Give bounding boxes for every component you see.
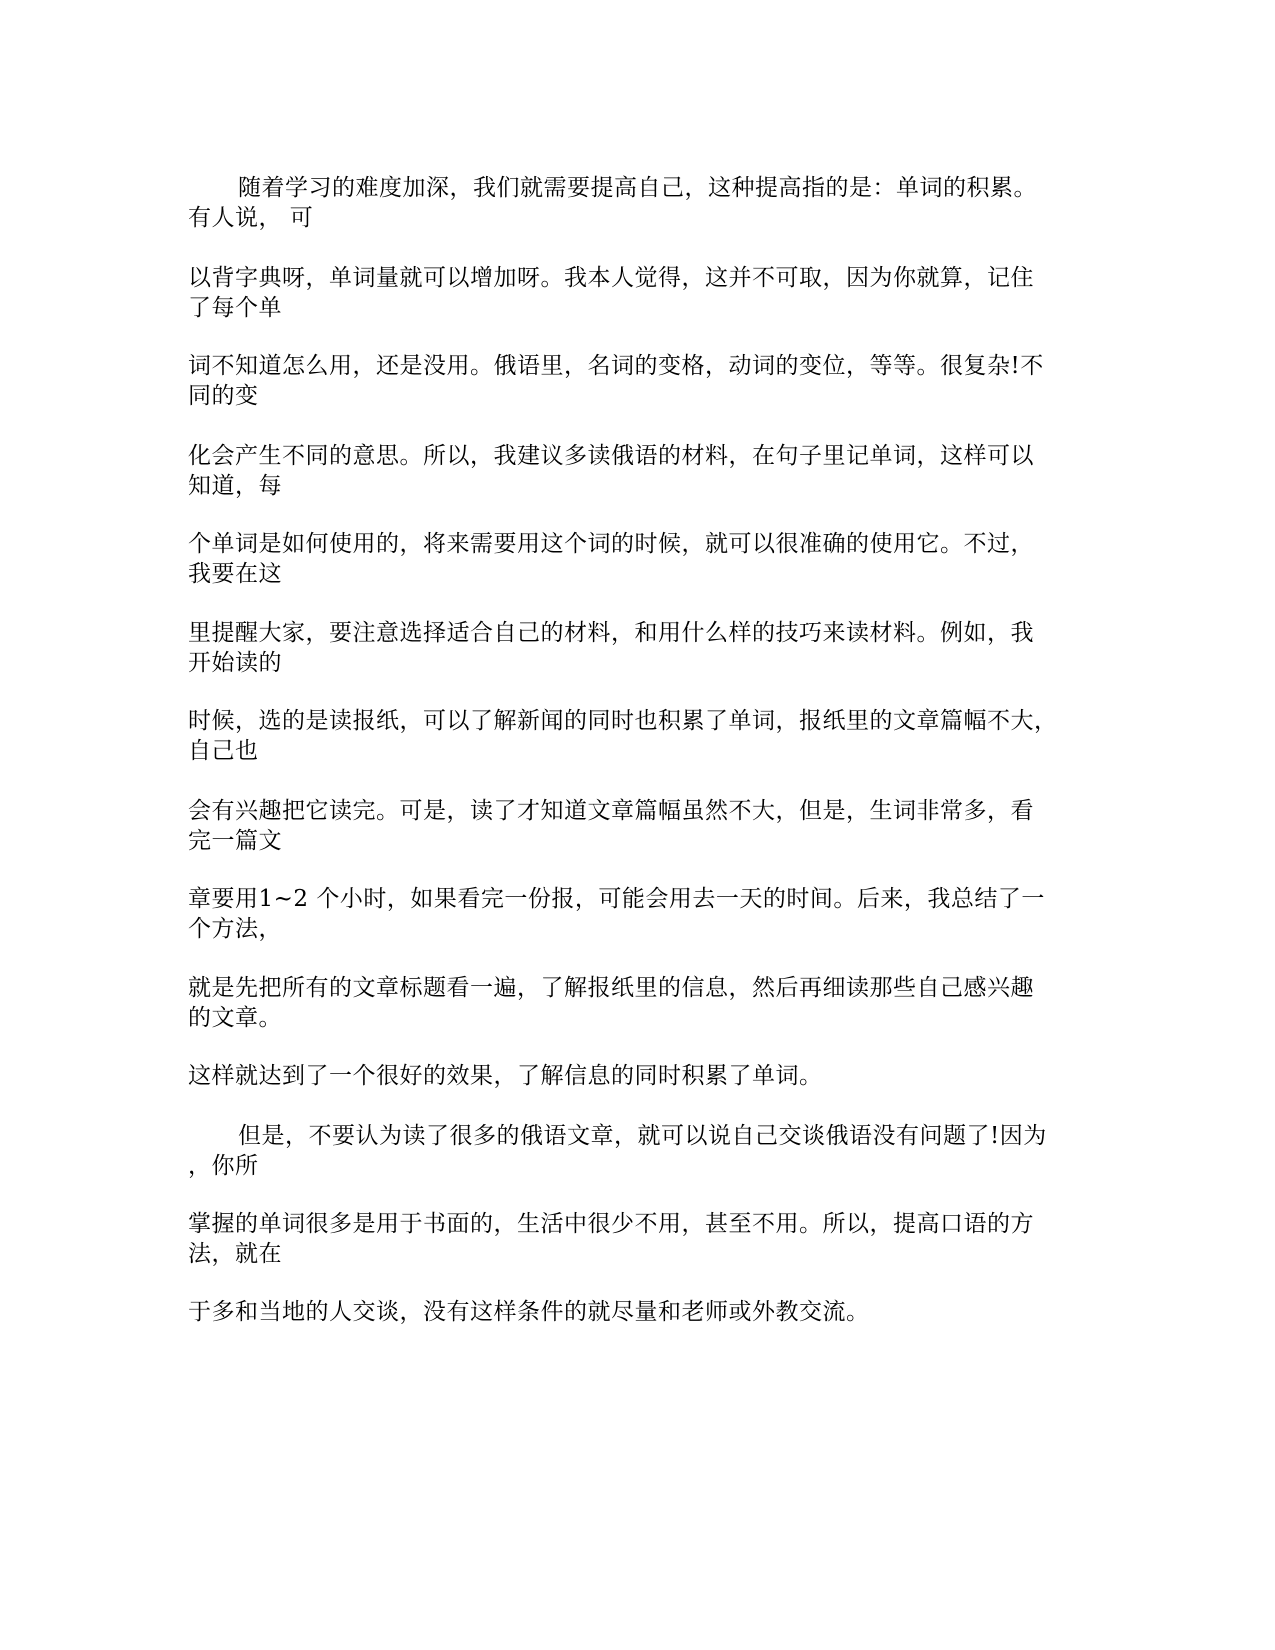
text-line: 了每个单: [188, 295, 282, 321]
text-line: 化会产生不同的意思。所以，我建议多读俄语的材料，在句子里记单词，这样可以: [188, 443, 1034, 469]
text-line: 开始读的: [188, 650, 282, 676]
text-line: 自己也: [188, 738, 259, 764]
text-line: 以背字典呀，单词量就可以增加呀。我本人觉得，这并不可取，因为你就算，记住: [188, 265, 1034, 291]
text-line: 但是，不要认为读了很多的俄语文章，就可以说自己交谈俄语没有问题了!因为: [238, 1123, 1047, 1149]
text-line: 法，就在: [188, 1241, 282, 1267]
text-line: 词不知道怎么用，还是没用。俄语里，名词的变格，动词的变位，等等。很复杂!不: [188, 353, 1044, 379]
text-line: 随着学习的难度加深，我们就需要提高自己，这种提高指的是：单词的积累。: [238, 175, 1037, 201]
text-line: 同的变: [188, 383, 259, 409]
text-line: 完一篇文: [188, 828, 282, 854]
text-line: 掌握的单词很多是用于书面的，生活中很少不用，甚至不用。所以，提高口语的方: [188, 1211, 1034, 1237]
text-line: 我要在这: [188, 561, 282, 587]
text-line: 的文章。: [188, 1005, 282, 1031]
text-line: 会有兴趣把它读完。可是，读了才知道文章篇幅虽然不大，但是，生词非常多，看: [188, 798, 1034, 824]
text-line: ，你所: [188, 1153, 259, 1179]
text-line: 有人说， 可: [188, 205, 314, 231]
text-line: 知道，每: [188, 473, 282, 499]
text-line: 时候，选的是读报纸，可以了解新闻的同时也积累了单词，报纸里的文章篇幅不大，: [188, 708, 1058, 734]
text-line: 于多和当地的人交谈，没有这样条件的就尽量和老师或外教交流。: [188, 1299, 870, 1325]
text-line: 就是先把所有的文章标题看一遍，了解报纸里的信息，然后再细读那些自己感兴趣: [188, 975, 1034, 1001]
text-line: 章要用1~2 个小时，如果看完一份报，可能会用去一天的时间。后来，我总结了一: [188, 886, 1045, 912]
text-line: 这样就达到了一个很好的效果，了解信息的同时积累了单词。: [188, 1063, 823, 1089]
text-line: 个单词是如何使用的，将来需要用这个词的时候，就可以很准确的使用它。不过，: [188, 531, 1034, 557]
text-line: 里提醒大家，要注意选择适合自己的材料，和用什么样的技巧来读材料。例如，我: [188, 620, 1034, 646]
text-line: 个方法，: [188, 916, 282, 942]
